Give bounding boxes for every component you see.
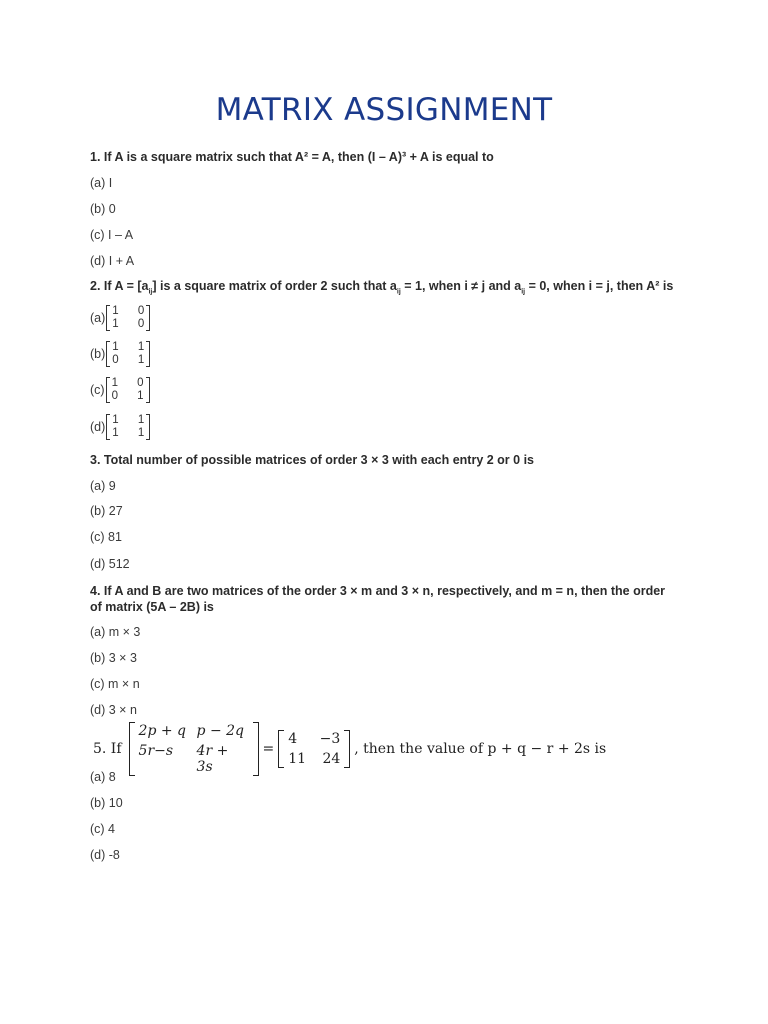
equals-sign: =	[262, 741, 275, 757]
matrix-cell: 1	[111, 377, 118, 389]
q4-option-d: (d) 3 × n	[90, 703, 137, 717]
matrix-cell: −3	[319, 731, 341, 747]
q2-text-part: = 1, when i ≠ j and a	[400, 279, 522, 293]
q4-option-b: (b) 3 × 3	[90, 651, 137, 665]
matrix-cell: 0	[137, 377, 144, 389]
matrix-cell: 1	[112, 305, 119, 317]
q5-lead: 5. If	[93, 741, 122, 757]
question-4-line-1: 4. If A and B are two matrices of the order 3 × m and 3 × n, respectively, and m = n, then the order	[90, 584, 666, 598]
matrix-cell: 0	[137, 318, 145, 330]
question-2	[90, 278, 673, 301]
q2-option-d	[90, 412, 150, 442]
matrix-cell: 1	[137, 354, 145, 366]
q2-text-part: 2. If A = [a	[90, 279, 149, 293]
page-title: MATRIX ASSIGNMENT	[215, 92, 553, 128]
q4-option-c: (c) m × n	[90, 677, 140, 691]
subscript: ij	[396, 288, 401, 296]
matrix-cell: 1	[137, 414, 145, 426]
q1-option-a: (a) I	[90, 176, 113, 190]
q2-option-c	[90, 375, 150, 405]
matrix-cell: 1	[112, 427, 119, 439]
option-label: (d)	[90, 420, 106, 434]
matrix-cell: 0	[137, 305, 145, 317]
q2-option-a	[90, 303, 150, 333]
q3-option-d: (d) 512	[90, 557, 130, 571]
question-4-line-2: of matrix (5A – 2B) is	[90, 600, 214, 614]
matrix-cell: 1	[137, 427, 145, 439]
matrix	[106, 414, 150, 440]
matrix-cell: p − 2q	[196, 723, 244, 739]
matrix-cell: 2p + q	[138, 723, 186, 739]
subscript: ij	[148, 288, 153, 296]
option-label: (c)	[90, 383, 105, 397]
matrix-cell: 4	[288, 731, 298, 747]
q5-tail: , then the value of p + q − r + 2s is	[354, 741, 607, 757]
question-3: 3. Total number of possible matrices of order 3 × 3 with each entry 2 or 0 is	[90, 453, 534, 467]
matrix-cell: 1	[112, 341, 119, 353]
q1-option-b: (b) 0	[90, 202, 116, 216]
option-label: (b)	[90, 347, 106, 361]
matrix-cell: 4r + 3s	[196, 743, 229, 775]
matrix-cell: 1	[112, 414, 119, 426]
left-matrix	[129, 722, 259, 776]
right-matrix	[278, 730, 350, 768]
matrix-cell: 0	[112, 354, 119, 366]
matrix-cell: 24	[322, 751, 341, 767]
q5-option-b: (b) 10	[90, 796, 123, 810]
q3-option-b: (b) 27	[90, 504, 123, 518]
question-1: 1. If A is a square matrix such that A² = A, then (I – A)³ + A is equal to	[90, 150, 494, 164]
matrix-cell: 1	[112, 318, 119, 330]
q4-option-a: (a) m × 3	[90, 625, 141, 639]
matrix	[106, 305, 150, 331]
q2-option-b	[90, 339, 150, 369]
q3-option-c: (c) 81	[90, 530, 122, 544]
question-5	[90, 723, 607, 775]
matrix-cell: 1	[137, 341, 145, 353]
q1-option-c: (c) I – A	[90, 228, 134, 242]
matrix-cell: 0	[111, 390, 118, 402]
subscript: ij	[521, 288, 526, 296]
matrix-cell: 1	[137, 390, 144, 402]
matrix-cell: 11	[288, 751, 307, 767]
q5-option-d: (d) -8	[90, 848, 120, 862]
q3-option-a: (a) 9	[90, 479, 116, 493]
q2-text-part: = 0, when i = j, then A² is	[525, 279, 674, 293]
option-label: (a)	[90, 311, 106, 325]
matrix-cell: 5r−s	[138, 743, 174, 759]
q1-option-d: (d) I + A	[90, 254, 135, 268]
matrix	[106, 377, 150, 403]
q2-text-part: ] is a square matrix of order 2 such that a	[152, 279, 397, 293]
question-4	[90, 583, 665, 615]
q5-option-a: (a) 8	[90, 770, 116, 784]
q5-option-c: (c) 4	[90, 822, 115, 836]
matrix	[106, 341, 150, 367]
